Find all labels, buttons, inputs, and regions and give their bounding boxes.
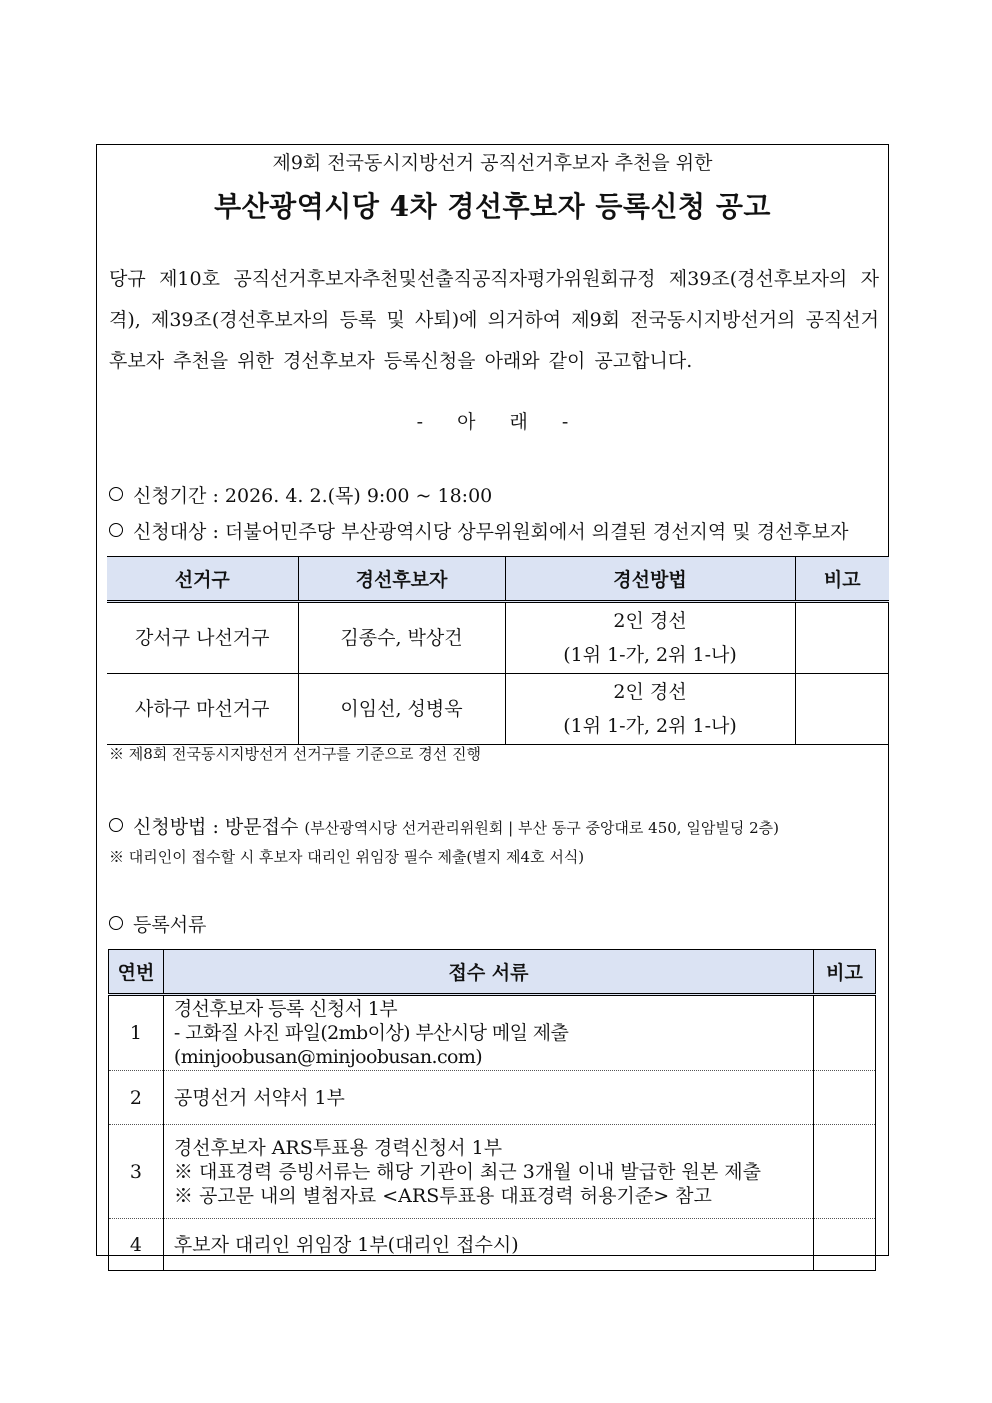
row-number: 2 — [109, 1071, 164, 1125]
row-number: 3 — [109, 1125, 164, 1219]
header-remark: 비고 — [814, 950, 876, 995]
table-row — [109, 1219, 876, 1271]
notice-frame — [96, 144, 889, 1256]
candidates-cell: 김종수, 박상건 — [298, 602, 505, 674]
header-district: 선거구 — [107, 557, 298, 602]
notice-subtitle: 제9회 전국동시지방선거 공직선거후보자 추천을 위한 — [272, 152, 713, 174]
circle-bullet-icon — [109, 523, 123, 537]
method-line: 2인 경선 — [613, 610, 687, 632]
candidates-cell: 이임선, 성병욱 — [298, 674, 505, 745]
row-number: 1 — [109, 995, 164, 1071]
document-line: 공명선거 서약서 1부 — [173, 1086, 345, 1109]
document-cell — [163, 1125, 813, 1219]
note-cell — [795, 674, 889, 745]
document-cell — [163, 1071, 813, 1125]
header-note: 비고 — [795, 557, 889, 602]
method-cell — [505, 674, 795, 745]
method-note: ※ 대리인이 접수할 시 후보자 대리인 위임장 필수 제출(별지 제4호 서식) — [109, 848, 585, 866]
application-target-text: 신청대상 : 더불어민주당 부산광역시당 상무위원회에서 의결된 경선지역 및 경선후보자 — [133, 521, 849, 543]
method-line: (1위 1-가, 2위 1-나) — [563, 644, 737, 666]
document-line: - 고화질 사진 파일(2mb이상) 부산시당 메일 제출(minjoobusan@minjoobusan.com) — [173, 1022, 569, 1068]
document-cell — [163, 995, 813, 1071]
header-document: 접수 서류 — [163, 950, 813, 995]
row-number: 4 — [109, 1219, 164, 1271]
table-row — [109, 995, 876, 1071]
documents-heading-text: 등록서류 — [133, 914, 207, 936]
method-line: (1위 1-가, 2위 1-나) — [563, 715, 737, 737]
method-line: 2인 경선 — [613, 681, 687, 703]
district-table-header — [107, 557, 889, 602]
table-row — [109, 1125, 876, 1219]
note-cell — [795, 602, 889, 674]
application-method — [109, 812, 779, 839]
header-number: 연번 — [109, 950, 164, 995]
documents-table — [108, 949, 876, 1271]
circle-bullet-icon — [109, 916, 123, 930]
table-row — [109, 1071, 876, 1125]
document-line: 경선후보자 ARS투표용 경력신청서 1부 — [173, 1136, 503, 1159]
documents-table-header — [109, 950, 876, 995]
document-line: ※ 공고문 내의 별첨자료 <ARS투표용 대표경력 허용기준> 참고 — [173, 1184, 712, 1207]
document-line: 경선후보자 등록 신청서 1부 — [173, 998, 398, 1020]
remark-cell — [814, 995, 876, 1071]
document-cell — [163, 1219, 813, 1271]
method-cell — [505, 602, 795, 674]
document-line: 후보자 대리인 위임장 1부(대리인 접수시) — [173, 1233, 519, 1256]
district-table — [107, 556, 889, 745]
application-period-text: 신청기간 : 2026. 4. 2.(목) 9:00 ~ 18:00 — [133, 485, 493, 507]
district-cell: 사하구 마선거구 — [107, 674, 298, 745]
intro-paragraph: 당규 제10호 공직선거후보자추천및선출직공직자평가위원회규정 제39조(경선후보자의 자격), 제39조(경선후보자의 등록 및 사퇴)에 의거하여 제9회 전국동시지방선거의 공직선거후보자 추천을 위한 경선후보자 등록신청을 아래와 같이 공고합니다. — [109, 268, 879, 372]
application-target — [109, 517, 848, 544]
application-period — [109, 481, 492, 508]
table-row — [107, 602, 889, 674]
application-method-detail: (부산광역시당 선거관리위원회 | 부산 동구 중앙대로 450, 일암빌딩 2층) — [304, 819, 779, 837]
table-row — [107, 674, 889, 745]
header-method: 경선방법 — [505, 557, 795, 602]
district-cell: 강서구 나선거구 — [107, 602, 298, 674]
header-candidates: 경선후보자 — [298, 557, 505, 602]
application-method-label: 신청방법 : 방문접수 — [133, 816, 299, 838]
remark-cell — [814, 1071, 876, 1125]
remark-cell — [814, 1219, 876, 1271]
remark-cell — [814, 1125, 876, 1219]
circle-bullet-icon — [109, 487, 123, 501]
circle-bullet-icon — [109, 818, 123, 832]
documents-heading — [109, 910, 206, 937]
section-marker: - 아 래 - — [416, 411, 569, 433]
table-footnote: ※ 제8회 전국동시지방선거 선거구를 기준으로 경선 진행 — [109, 745, 481, 763]
notice-title: 부산광역시당 4차 경선후보자 등록신청 공고 — [214, 190, 771, 223]
document-line: ※ 대표경력 증빙서류는 해당 기관이 최근 3개월 이내 발급한 원본 제출 — [173, 1160, 761, 1183]
